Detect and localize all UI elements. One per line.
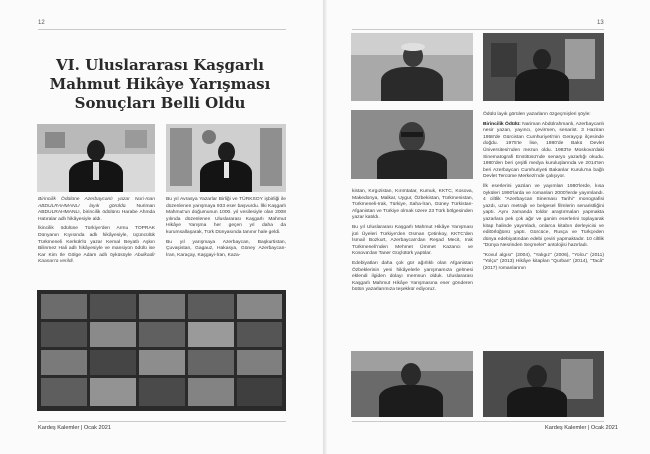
jury-member-photo-4 [351,351,473,417]
winner-photo [37,124,155,192]
right-page-number: 13 [597,20,604,26]
right-footer: Kardeş Kalemler | Ocak 2021 [545,425,618,431]
left-page [0,0,323,454]
right-page [327,0,650,454]
right-column-1: kistan, Kırgızistan, Kırımtatar, Kumuk, KKTC, Kosova, Makedonya, Malkar, Uygur, Özbekistan, Türkmenistan, Türkmeneli-Irak, Türkiye, Saha-İran, Güney Türkistan-Afganistan ve Türkiye olmak üzere 23 Türk bölgesinden yazar katıldı. Bu yıl Uluslararası Kaşgarlı Mahmut Hikâye Yarışması jüri Üyeleri Türkiye'den Osman Çetinkoy, KKTC'den İsmail Bozkurt, Azerbaycan'dan Reşad Mecit, Irak Türkmeneli'nden Mehmet Ümmet Kazancı ve Kosova'dan Taner Güçlütürk yaptılar. Edebiyatları daha çok gür ağırlıklı olan Afganistan Özbeklerinin yeni hikâyelerle yarışmamıza gelmesi eklendi ilgiden dolayı memnun olduk. Uluslararası Kaşgarlı Mahmut Hikâye Yarışmasına eser gönderen bütün yazarlarımıza teşekkür ediyoruz. [352,189,473,293]
article-title: VI. Uluslararası Kaşgarlı Mahmut Hikâye Yarışması Sonuçları Belli Oldu [49,56,271,112]
jury-member-photo-5 [483,351,604,417]
left-top-rule [38,29,286,30]
right-top-rule [352,29,604,30]
left-column-2: Bu yıl Avrasya Yazarlar Birliği ve TÜRKSOY işbirliği ile düzenlenen yarışmaya 933 eser başvurdu. İlki Kaşgarlı Mahmut'un doğumunun 1000. yıl vesilesiyle olan 2008 yılında düzenlenen Uluslararası Kaşgarlı Mahmut Hikâye Yarışma her geçen yıl daha da kurumsallaşarak, Türk Dünyasında tanınır hale geldi. Bu yıl yarışmaya Azerbaycan, Başkurtistan, Çuvaşistan, Gagauz, Hakasya, Güney Azerbaycan-İran, Karaçay, Kaşgayi-İran, Kaza- [166,197,286,258]
jury-member-photo-1 [351,33,473,101]
speaker-photo [166,124,286,192]
video-conference-grid [37,290,286,411]
right-bottom-rule [352,421,604,422]
left-page-number: 12 [38,20,45,26]
left-column-1: Birincilik Ödülüne Azerbaycanlı yazar Nuri-man ABDULRAHMANLI layık görüldü. Nuriman ABDULRAHMANLI, birincilik ödülünü Harabe Ahmda Hatıralar adlı hikâyesiyle aldı. İkincilik ödülüne Türkiye'den Armu TOPRAK Dünyanın Kıyısında adlı hikâyesiyle, üçüncülük Türkmeneli Kerkük'lü yazar Kemal Beyatlı Aşkın Bilinmez Hali adlı hikâyesiyle ve mansiyon ödülü ise Kar Kim Ile Gölge Adam adlı öyküsüyle Abulkadir Kaanan'a verildi. [38,197,155,265]
right-column-2: Ödülü layık görülen yazarların özgeçmişleri şöyle: Birincilik Ödülü: Nariman Abdülrahmanlı, Azerbaycanlı nesir yazarı, yayıncı, çevirmen, senarist. 3 Haziran 1958'de Gürcistan Cumhuriyeti'nin Gerayçıp ilçesinde doğdu. 1975'te lise, 1980'de Bakü Devlet Üniversitesi'nden mezun oldu. 1983'te Moskova'daki Sinematografi Enstitüsü'nde senaryo yazarlığı okudu. 1980'den beri çeşitli medya kuruluşlarında ve 2014'ten beri Azerbaycan Cumhuriyeti Bakanlar Kurulu'na bağlı Devlet Tercüme Merkezi'nde çalışıyor. İlk eserlerini yazılan ve yayımları 1980'lerde, kısa öyküleri 1990'larda ve romanları 2000'lerde yayımlandı. 4 ciltlik "Azerbaycan Sineması Tarihi" monografisi yazdı, uzun metrajlı ve belgesel filmlerin senaristliğini yaptı. Aynı zamanda toldor araştırmaları yapmakta yazarlara pek çok ağır ve ganim eserlerini toplayarak kitap halinde yayımladı, onlarca kitabın derleyicisi ve editörlüğünü yaptı. Gürcüce, Rusça ve Türkçeden dünya edebiyatından edebi çeviri yapmaktadır. 10 ciltlik "Dünya Nesrinden Seçmeler" antolojisi hazırladı. "Kovul algısı" (2004), "Yalıgız" (2006), "Yolcu" (2011) "Yolçu" (2013) Hikâye kitapları "Qurban" (2014), "Tacâ" (2017) romanlarının [483,112,604,272]
left-bottom-rule [38,421,286,422]
left-footer: Kardeş Kalemler | Ocak 2021 [38,425,111,431]
jury-member-photo-3 [351,110,473,179]
jury-member-photo-2 [483,33,604,101]
